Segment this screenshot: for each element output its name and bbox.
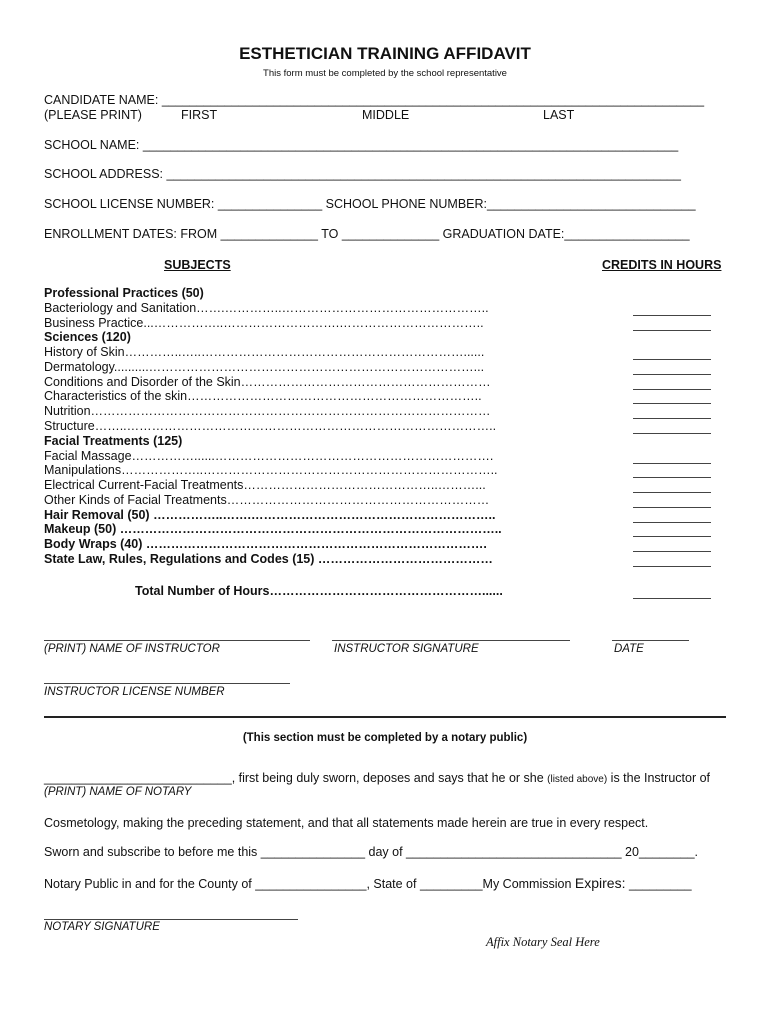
subject-row-label: Bacteriology and Sanitation…….…………..………………………………………….. — [44, 301, 489, 315]
subject-row-label: Electrical Current-Facial Treatments………………………………………..………... — [44, 478, 486, 492]
subject-row-label: Sciences (120) — [44, 330, 131, 344]
notary-sworn-date-line[interactable]: Sworn and subscribe to before me this _______________ day of _______________________________ 20________. — [44, 845, 699, 859]
subject-row-label: Nutrition…………………………………………………………………………………… — [44, 404, 491, 418]
credit-hours-blank[interactable] — [633, 432, 711, 434]
credit-hours-blank[interactable] — [633, 329, 711, 331]
subject-row-label: Body Wraps (40) ………………………………………………………………………. — [44, 537, 487, 551]
instructor-signature-line[interactable] — [332, 639, 570, 641]
credit-hours-blank[interactable] — [633, 506, 711, 508]
credit-hours-blank[interactable] — [633, 402, 711, 404]
notary-signature-line[interactable] — [44, 918, 298, 920]
form-title: ESTHETICIAN TRAINING AFFIDAVIT — [239, 44, 531, 63]
instructor-license-line[interactable] — [44, 682, 290, 684]
subject-row-label: Facial Treatments (125) — [44, 434, 183, 448]
notary-sworn-start: ___________________________, first being duly sworn, deposes and says that he or she — [44, 771, 548, 785]
subject-row-label: Business Practice...……………..……………………….…………………………….. — [44, 316, 484, 330]
instructor-date-line[interactable] — [612, 639, 689, 641]
instructor-name-line[interactable] — [44, 639, 310, 641]
credit-hours-blank[interactable] — [633, 476, 711, 478]
credit-hours-blank[interactable] — [633, 388, 711, 390]
subject-row-label: History of Skin…………..…..………………………………………………………...... — [44, 345, 485, 359]
notary-statement: Cosmetology, making the preceding statement, and that all statements made herein are true in every respect. — [44, 816, 649, 830]
notary-county-line[interactable] — [44, 875, 692, 891]
subject-row-label: Facial Massage……………......…………………………………………………………. — [44, 449, 494, 463]
notary-section-note: (This section must be completed by a notary public) — [242, 732, 528, 744]
subject-row-label: Hair Removal (50) ……………..…….………………………………………………….. — [44, 508, 496, 522]
credit-hours-blank[interactable] — [633, 373, 711, 375]
notary-listed-above: (listed above) — [547, 774, 608, 785]
notary-expires-word: Expires: — [574, 875, 626, 891]
credit-hours-blank[interactable] — [633, 535, 711, 537]
subject-row-label: Other Kinds of Facial Treatments……………………………………………………… — [44, 493, 490, 507]
credit-hours-blank[interactable] — [633, 550, 711, 552]
total-hours-label: Total Number of Hours……………………………………………...... — [135, 584, 503, 598]
school-name-line[interactable]: SCHOOL NAME: _____________________________________________________________________________ — [44, 138, 679, 152]
subjects-header: SUBJECTS — [164, 258, 231, 272]
notary-county-end: _________ — [625, 877, 692, 891]
enrollment-dates-line[interactable]: ENROLLMENT DATES: FROM ______________ TO ______________ GRADUATION DATE:__________________ — [44, 227, 690, 241]
subject-row-label: Structure……..…………………………………………………………………………….. — [44, 419, 497, 433]
subject-row-label: Professional Practices (50) — [44, 286, 204, 300]
credit-hours-blank[interactable] — [633, 565, 711, 567]
credit-hours-blank[interactable] — [633, 417, 711, 419]
notary-sworn-line[interactable] — [44, 771, 710, 785]
subject-row-label: Conditions and Disorder of the Skin…………………………………………………… — [44, 375, 491, 389]
instructor-license-label: INSTRUCTOR LICENSE NUMBER — [44, 686, 225, 698]
subject-row-label: State Law, Rules, Regulations and Codes (15) …………………………………… — [44, 552, 493, 566]
instructor-print-name-label: (PRINT) NAME OF INSTRUCTOR — [44, 643, 220, 655]
notary-seal-label: Affix Notary Seal Here — [486, 935, 600, 949]
form-subtitle: This form must be completed by the school representative — [263, 68, 507, 79]
please-print-label: (PLEASE PRINT) — [44, 108, 142, 122]
credits-header: CREDITS IN HOURS — [602, 258, 722, 272]
subject-row-label: Manipulations………………..…………………………………………………………….. — [44, 463, 498, 477]
credit-hours-blank[interactable] — [633, 521, 711, 523]
subject-row-label: Makeup (50) ……………………………………………………………………………….. — [44, 522, 502, 536]
notary-signature-label: NOTARY SIGNATURE — [44, 921, 160, 933]
subject-row-label: Dermatology..........……………………………………………………………………... — [44, 360, 485, 374]
subject-row-label: Characteristics of the skin…………………………………………………………….. — [44, 389, 482, 403]
credit-hours-blank[interactable] — [633, 491, 711, 493]
school-address-line[interactable]: SCHOOL ADDRESS: __________________________________________________________________________ — [44, 167, 681, 181]
notary-print-name-label: (PRINT) NAME OF NOTARY — [44, 786, 192, 798]
last-name-label: LAST — [543, 108, 575, 122]
instructor-signature-label: INSTRUCTOR SIGNATURE — [334, 643, 479, 655]
instructor-date-label: DATE — [614, 643, 644, 655]
notary-county-start: Notary Public in and for the County of ________________, State of _________My Commission — [44, 877, 575, 891]
credit-hours-blank[interactable] — [633, 462, 711, 464]
middle-name-label: MIDDLE — [362, 108, 410, 122]
candidate-name-line[interactable]: CANDIDATE NAME: ______________________________________________________________________________ — [44, 93, 705, 107]
notary-sworn-end: is the Instructor of — [607, 771, 711, 785]
first-name-label: FIRST — [181, 108, 218, 122]
section-divider — [44, 716, 726, 718]
credit-hours-blank[interactable] — [633, 358, 711, 360]
total-hours-blank[interactable] — [633, 597, 711, 599]
school-license-phone-line[interactable]: SCHOOL LICENSE NUMBER: _______________ SCHOOL PHONE NUMBER:______________________________ — [44, 197, 696, 211]
credit-hours-blank[interactable] — [633, 314, 711, 316]
